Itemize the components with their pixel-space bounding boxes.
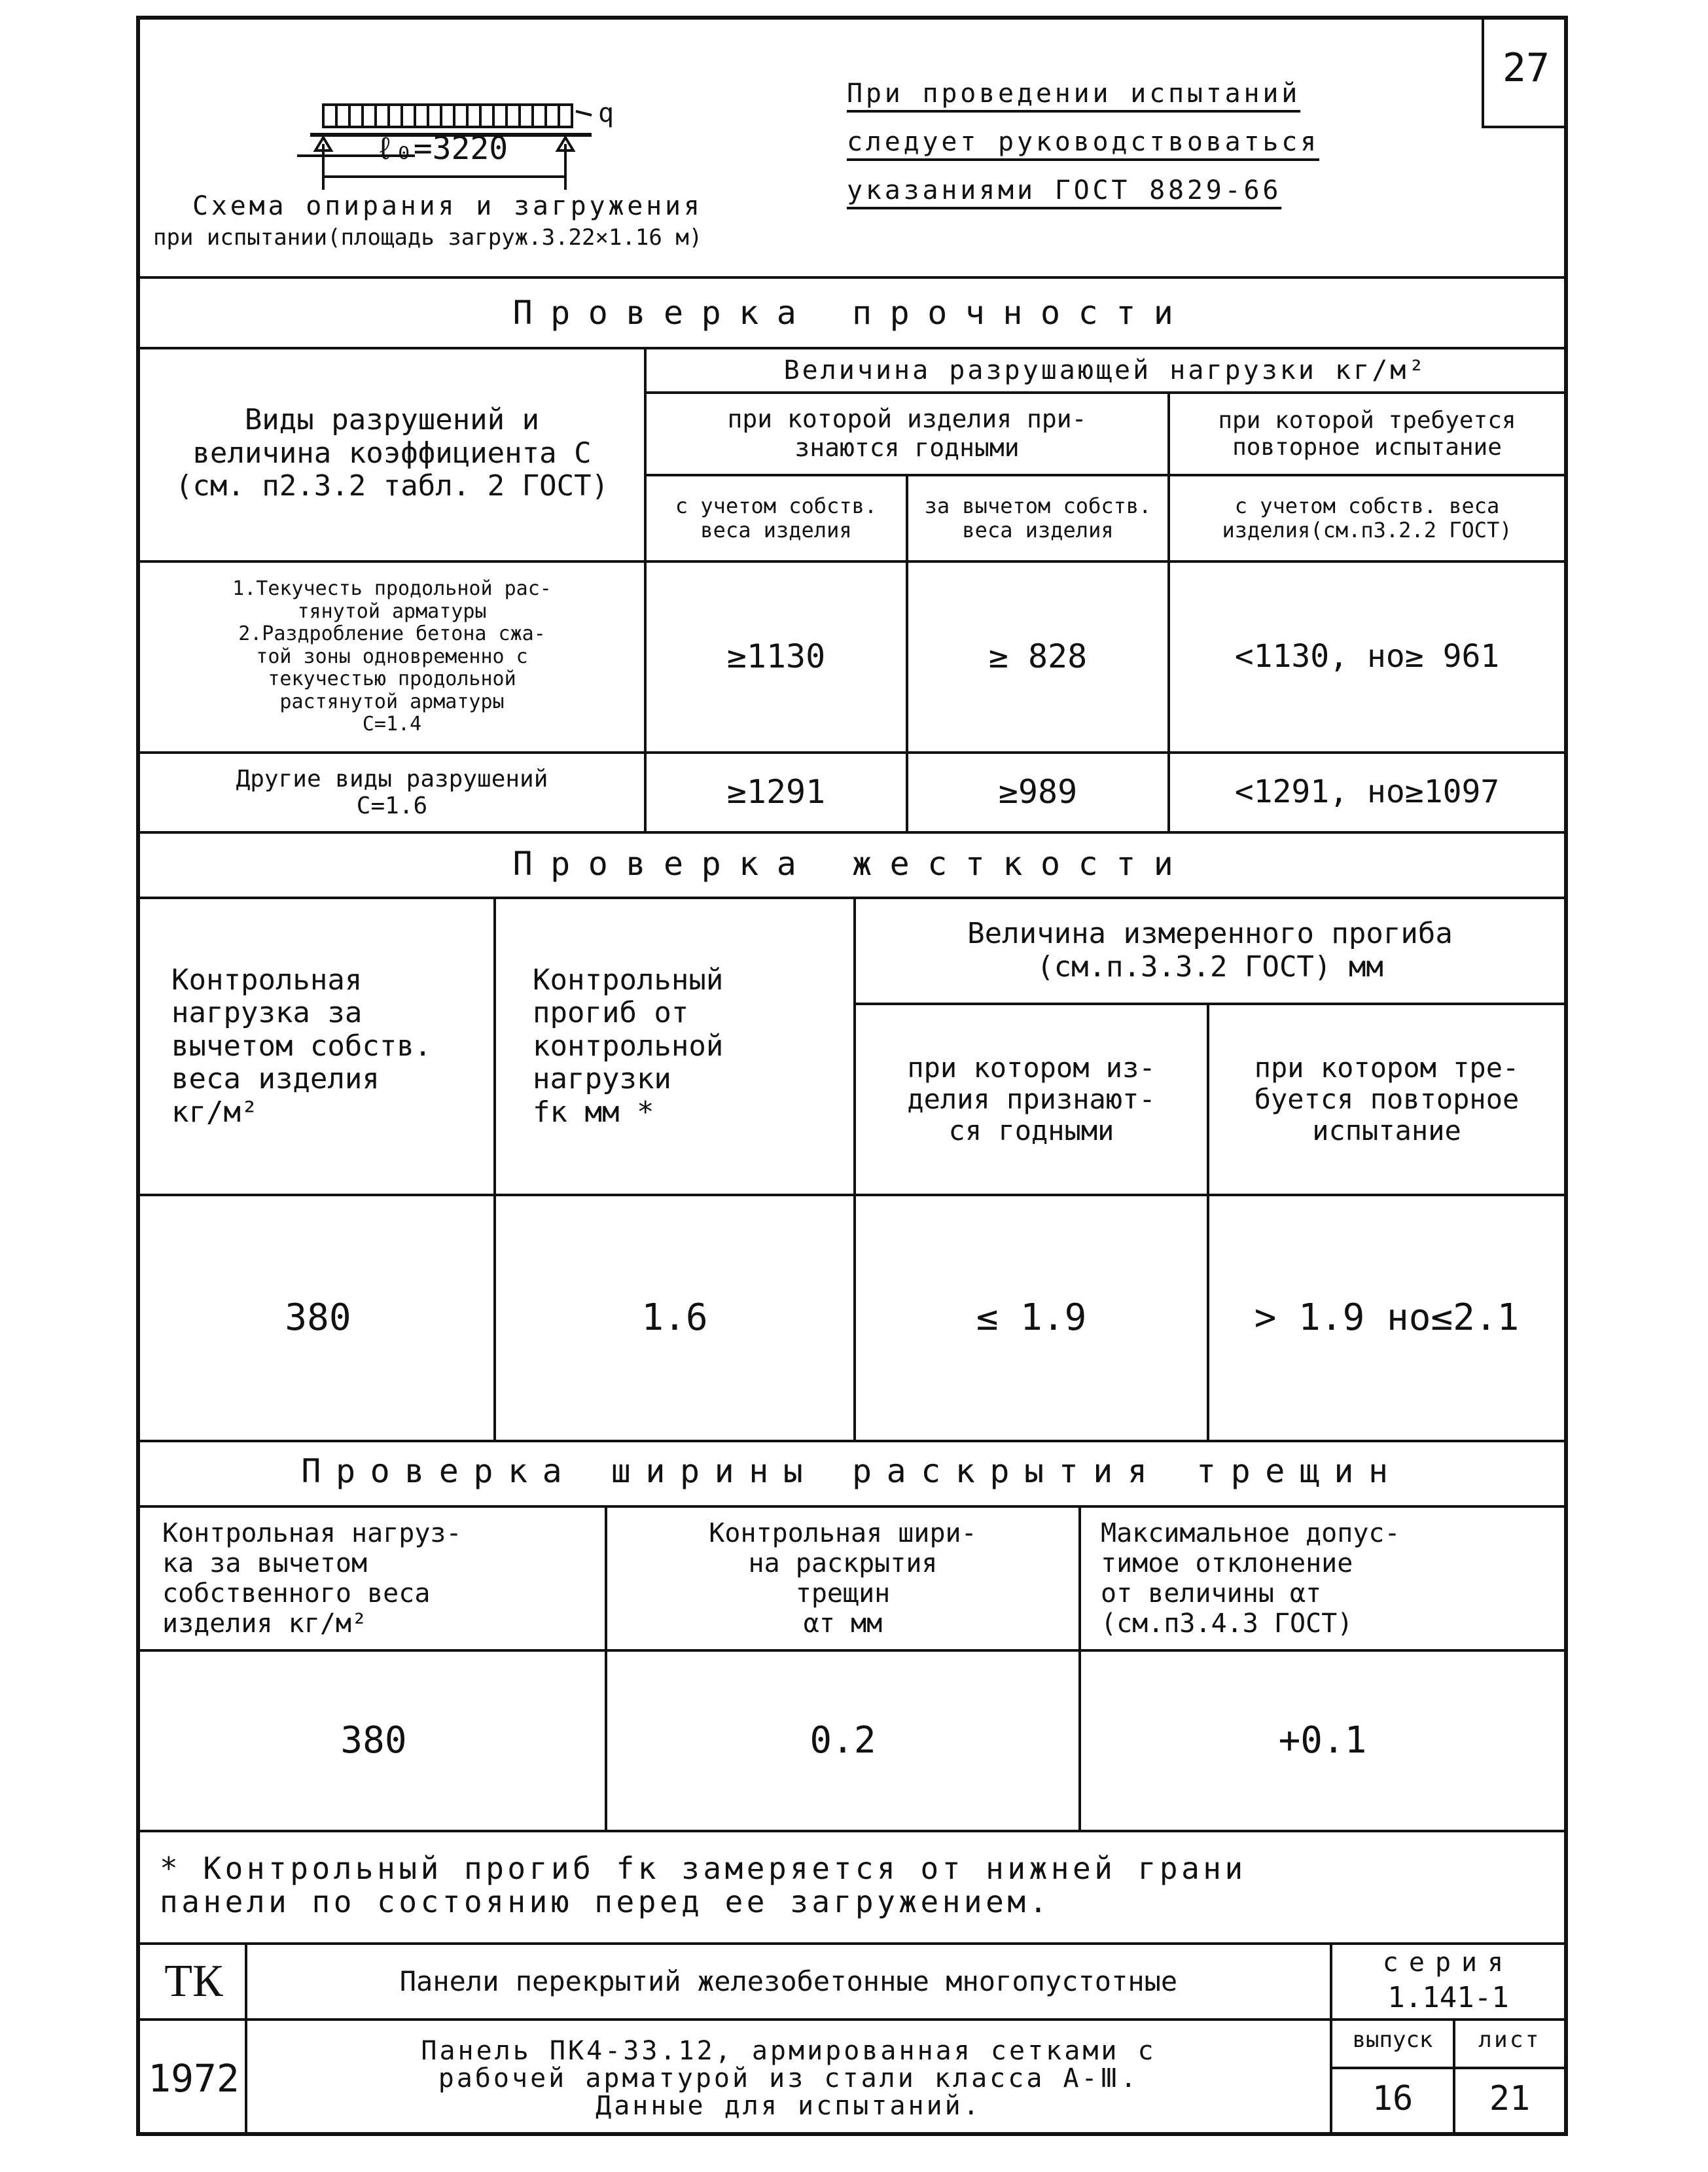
strength-sub-with: с учетом собств. веса изделия [675,493,878,543]
strength-row2-without: ≥989 [998,773,1078,811]
note-line1: При проведении испытаний [847,79,1301,109]
stiffness-value-load: 380 [285,1296,351,1339]
strength-row1-without: ≥ 828 [988,637,1088,676]
stiffness-title: Проверка жесткости [512,845,1192,883]
rule-strength-top [140,276,1564,279]
cracks-col-load: Контрольная нагруз- ка за вычетом собственного веса изделия кг/м² [162,1518,462,1639]
strength-row2-repeat: <1291, но≥1097 [1234,774,1500,811]
issue-value: 16 [1372,2079,1414,2118]
strength-row1-repeat: <1130, но≥ 961 [1234,638,1500,675]
strength-row2-type: Другие виды разрушений C=1.6 [236,765,548,819]
strength-sub-without: за вычетом собств. веса изделия [924,493,1152,543]
drawing-sheet [136,16,1568,2136]
strength-col-repeat: при которой требуется повторное испытание [1218,406,1516,461]
strength-row1-type: 1.Текучесть продольной рас- тянутой арматуры 2.Раздробление бетона сжа- той зоны одновременно с текучестью продольной растянутой арматуры C=1.4 [232,577,552,736]
year: 1972 [148,2056,240,2101]
stiffness-col-good: при котором из- делия признают- ся годными [907,1051,1156,1147]
stiffness-value-repeat: > 1.9 но≤2.1 [1254,1296,1520,1339]
strength-col-good: при которой изделия при- знаются годными [727,404,1087,462]
stiffness-value-good: ≤ 1.9 [976,1296,1087,1339]
cracks-col-width: Контрольная шири- на раскрытия трещин αт мм [709,1518,977,1639]
rule-cracks-top [140,1440,1564,1442]
strength-title: Проверка прочности [512,294,1192,332]
series-label: серия [1382,1948,1514,1978]
load-label: q [598,98,614,128]
stiffness-value-deflection: 1.6 [641,1296,708,1339]
note-line2: следует руководствоваться [847,127,1320,157]
org-code: ТК [164,1955,223,2006]
cracks-value-load: 380 [340,1718,407,1762]
span-label: ℓ₀=3220 [376,130,508,167]
rule-stiffness-top [140,831,1564,834]
note-line3: указаниями ГОСТ 8829-66 [847,175,1282,205]
strength-row1-with: ≥1130 [726,637,826,676]
strength-col-types: Виды разрушений и величина коэффициента C (см. п2.3.2 табл. 2 ГОСТ) [175,403,609,503]
strength-row2-with: ≥1291 [726,773,826,811]
footnote: * Контрольный прогиб fк замеряется от нижней грани панели по состоянию перед ее загружением. [160,1851,1247,1919]
stiffness-col-load: Контрольная нагрузка за вычетом собств. веса изделия кг/м² [171,963,432,1129]
stiffness-col-repeat: при котором тре- буется повторное испытание [1254,1051,1520,1147]
cracks-value-deviation: +0.1 [1278,1718,1367,1762]
strength-sub-repeat: с учетом собств. веса изделия(см.п3.2.2 ГОСТ) [1222,493,1512,543]
strength-col-load: Величина разрушающей нагрузки кг/м² [783,355,1427,385]
scheme-caption-line1: Схема опирания и загружения [192,191,703,221]
stiffness-col-deflection: Контрольный прогиб от контрольной нагрузки fк мм * [533,963,724,1129]
cracks-value-width: 0.2 [810,1718,876,1762]
series-value: 1.141-1 [1387,1981,1509,2014]
sheet-number-border-bottom [1482,126,1568,128]
load-block [323,105,572,127]
title-line1: Панели перекрытий железобетонные многопустотные [399,1965,1178,1997]
sheet-label: лист [1478,2027,1541,2053]
stiffness-col-measured: Величина измеренного прогиба (см.п.3.3.2 ГОСТ) мм [967,917,1453,984]
issue-label: выпуск [1352,2027,1433,2053]
rule-titleblock-labels [1330,2067,1564,2069]
sheet-value: 21 [1489,2079,1531,2118]
rule-cracks-bottom [140,1830,1564,1832]
sheet-number: 27 [1502,45,1550,91]
cracks-col-deviation: Максимальное допус- тимое отклонение от величины αт (см.п3.4.3 ГОСТ) [1101,1518,1400,1639]
scheme-caption-line2: при испытании(площадь загруж.3.22×1.16 м) [153,224,703,251]
cracks-title: Проверка ширины раскрытия трещин [301,1452,1403,1490]
title-line2: Панель ПК4-33.12, армированная сетками с рабочей арматурой из стали класса А-Ⅲ. Данные для испытаний. [421,2036,1156,2121]
